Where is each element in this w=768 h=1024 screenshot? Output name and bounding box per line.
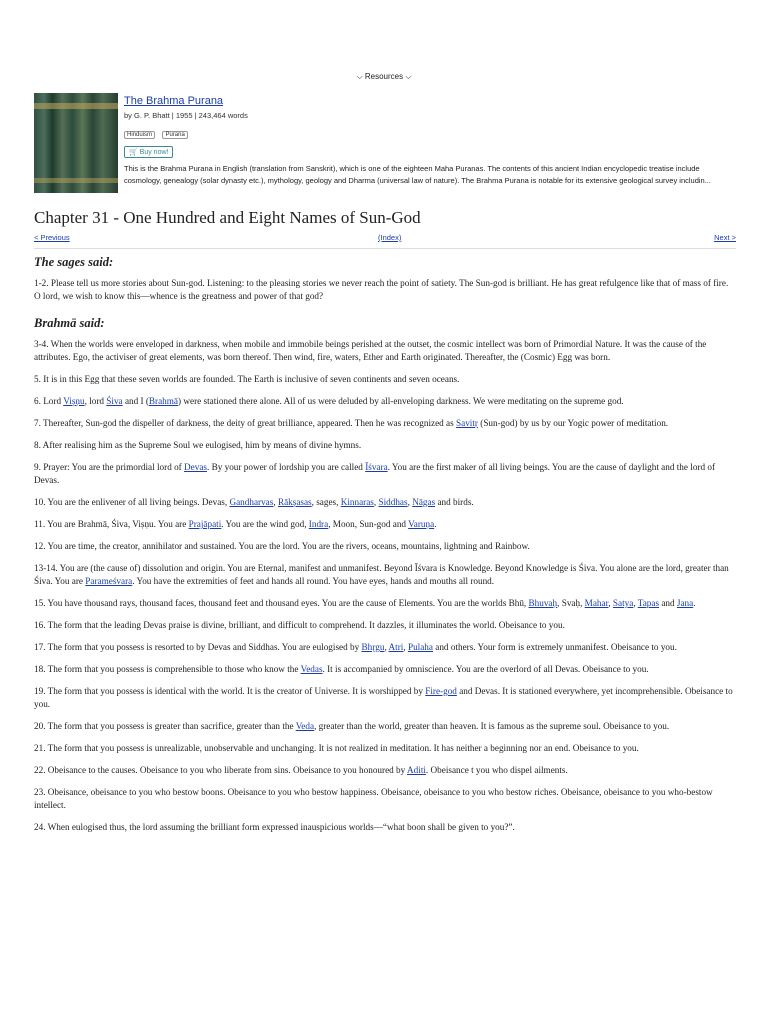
verse-text: 22. Obeisance to the causes. Obeisance to you who liberate from sins. Obeisance to you honoured by	[34, 765, 408, 775]
glossary-link[interactable]: Kinnaras	[340, 497, 374, 507]
verse-text: 15. You have thousand rays, thousand faces, thousand feet and thousand eyes. You are the cause of Elements. You are the worlds Bhū,	[34, 598, 529, 608]
verse-paragraph	[34, 663, 736, 676]
glossary-link[interactable]: Savitṛ	[456, 418, 478, 428]
verse-text: .	[693, 598, 696, 608]
verse-paragraph	[34, 540, 736, 553]
glossary-link[interactable]: Veda	[295, 721, 315, 731]
verse-text: , greater than the world, greater than heaven. It is famous as the supreme soul. Obeisance to you.	[314, 721, 670, 731]
glossary-link[interactable]: Bhṛgu	[361, 642, 385, 652]
verse-paragraph	[34, 518, 736, 531]
verse-text: 8. After realising him as the Supreme Soul we eulogised, him by means of divine hymns.	[34, 440, 362, 450]
verse-paragraph	[34, 641, 736, 654]
glossary-link[interactable]: Nāgas	[412, 497, 436, 507]
glossary-link[interactable]: Mahar	[584, 598, 609, 608]
verse-paragraph	[34, 562, 736, 588]
verse-text: ,	[403, 642, 408, 652]
verse-text: , Moon, Sun-god and	[328, 519, 409, 529]
book-title-link[interactable]: The Brahma Purana	[124, 95, 224, 107]
glossary-link[interactable]: Varuṇa	[408, 519, 435, 529]
verse-text: ,	[608, 598, 613, 608]
verse-text: 19. The form that you possess is identical with the world. It is the creator of Universe. It is worshipped by	[34, 686, 426, 696]
verse-text: 12. You are time, the creator, annihilator and sustained. You are the lord. You are the rivers, oceans, mountains, lightning and Rainbow.	[34, 541, 530, 551]
verse-text: and birds.	[435, 497, 474, 507]
buy-now-label: Buy now!	[139, 149, 169, 156]
verse-text: 16. The form that the leading Devas praise is divine, brilliant, and difficult to comprehend. It dazzles, it illuminates the world. Obeisance to you.	[34, 620, 565, 630]
resources-label: Resources	[364, 72, 404, 81]
tag-purana[interactable]: Purana	[162, 131, 187, 139]
verse-text: . You are the wind god,	[221, 519, 309, 529]
glossary-link[interactable]: Brahmā	[148, 396, 179, 406]
glossary-link[interactable]: Gandharvas	[229, 497, 274, 507]
verse-text: and	[659, 598, 677, 608]
verse-text: ,	[373, 497, 379, 507]
divider	[34, 248, 736, 249]
verse-paragraph	[34, 764, 736, 777]
next-link[interactable]: Next >	[714, 233, 736, 242]
glossary-link[interactable]: Tapas	[637, 598, 660, 608]
verse-paragraph	[34, 619, 736, 632]
verse-paragraph	[34, 597, 736, 610]
verse-text: 6. Lord	[34, 396, 64, 406]
verse-text: .	[434, 519, 437, 529]
verse-text: ,	[384, 642, 389, 652]
verse-paragraph	[34, 720, 736, 733]
glossary-link[interactable]: Īśvara	[365, 462, 388, 472]
cart-icon: 🛒	[129, 149, 138, 156]
verse-text: ) were stationed there alone. All of us were deluded by all-enveloping darkness. We were meditating on the supreme god.	[178, 396, 624, 406]
book-cover-image[interactable]	[34, 93, 118, 193]
verse-text: , Svaḥ,	[557, 598, 585, 608]
verse-text: 13-14. You are (the cause of) dissolution and origin. You are Eternal, manifest and unmanifest. Beyond Īśvara is Knowledge. Beyond Knowledge is Śiva. You alone are the lord, greater than Śiva. You are	[34, 563, 729, 586]
glossary-link[interactable]: Indra	[308, 519, 329, 529]
verse-text: 5. It is in this Egg that these seven worlds are founded. The Earth is inclusive of seven continents and seven oceans.	[34, 374, 460, 384]
glossary-link[interactable]: Rākṣasas	[277, 497, 312, 507]
verse-paragraph	[34, 742, 736, 755]
section-heading: The sages said:	[34, 255, 114, 269]
verse-text: 20. The form that you possess is greater than sacrifice, greater than the	[34, 721, 296, 731]
verse-text: 7. Thereafter, Sun-god the dispeller of darkness, the deity of great brilliance, appeared. Then he was recognized as	[34, 418, 457, 428]
chapter-title: Chapter 31 - One Hundred and Eight Names of Sun-God	[34, 208, 421, 227]
index-link[interactable]: (Index)	[378, 233, 402, 242]
verse-text: 1-2. Please tell us more stories about Sun-god. Listening: to the pleasing stories we never reach the point of satiety. The Sun-god is brilliant. He has great refulgence like that of mass of fire. O lord, we wish to know this—whence is the greatness and power of that god?	[34, 278, 729, 301]
verse-paragraph	[34, 277, 736, 303]
book-meta: by G. P. Bhatt | 1955 | 243,464 words	[124, 111, 248, 120]
tag-hinduism[interactable]: Hinduism	[124, 131, 155, 139]
verse-text: ,	[273, 497, 278, 507]
verse-paragraph	[34, 338, 736, 364]
verse-text: and I (	[122, 396, 149, 406]
verse-text: ,	[407, 497, 413, 507]
glossary-link[interactable]: Parameśvara	[85, 576, 133, 586]
glossary-link[interactable]: Siddhas	[378, 497, 408, 507]
glossary-link[interactable]: Jana	[676, 598, 694, 608]
verse-text: ,	[633, 598, 638, 608]
verse-paragraph	[34, 461, 736, 487]
verse-text: 18. The form that you possess is comprehensible to those who know the	[34, 664, 301, 674]
verse-text: . Obeisance t you who dispel ailments.	[425, 765, 568, 775]
section-heading: Brahmā said:	[34, 316, 105, 330]
glossary-link[interactable]: Satya	[612, 598, 634, 608]
chapter-content	[34, 256, 736, 834]
glossary-link[interactable]: Aditi	[407, 765, 426, 775]
verse-text: , lord	[84, 396, 107, 406]
verse-paragraph	[34, 685, 736, 711]
buy-now-button[interactable]	[124, 146, 173, 158]
verse-paragraph	[34, 395, 736, 408]
verse-paragraph	[34, 439, 736, 452]
verse-text: . You are the first maker of all living beings. You are the cause of daylight and the lord of Devas.	[34, 462, 716, 485]
verse-text: and others. Your form is extremely unmanifest. Obeisance to you.	[432, 642, 677, 652]
glossary-link[interactable]: Śiva	[106, 396, 123, 406]
verse-text: 17. The form that you possess is resorted to by Devas and Siddhas. You are eulogised by	[34, 642, 362, 652]
glossary-link[interactable]: Vedas	[300, 664, 323, 674]
verse-text: , sages,	[311, 497, 341, 507]
verse-text: 10. You are the enlivener of all living beings. Devas,	[34, 497, 230, 507]
verse-text: 9. Prayer: You are the primordial lord of	[34, 462, 185, 472]
verse-paragraph	[34, 496, 736, 509]
glossary-link[interactable]: Atri	[388, 642, 404, 652]
verse-text: 11. You are Brahmā, Śiva, Viṣṇu. You are	[34, 519, 189, 529]
verse-paragraph	[34, 786, 736, 812]
verse-paragraph	[34, 821, 736, 834]
verse-paragraph	[34, 373, 736, 386]
glossary-link[interactable]: Viṣṇu	[63, 396, 85, 406]
glossary-link[interactable]: Prajāpati	[188, 519, 222, 529]
glossary-link[interactable]: Pulaha	[407, 642, 433, 652]
verse-text: . You have the extremities of feet and hands all round. You have eyes, hands and mouths all round.	[132, 576, 495, 586]
verse-text: 21. The form that you possess is unrealizable, unobservable and unchanging. It is not realized in meditation. It has neither a beginning nor an end. Obeisance to you.	[34, 743, 639, 753]
verse-paragraph	[34, 417, 736, 430]
verse-text: (Sun-god) by us by our Yogic power of meditation.	[477, 418, 669, 428]
previous-link[interactable]: < Previous	[34, 233, 70, 242]
verse-text: 24. When eulogised thus, the lord assuming the brilliant form expressed inauspicious worlds—“what boon shall be given to you?”.	[34, 822, 515, 832]
verse-text: 3-4. When the worlds were enveloped in darkness, when mobile and immobile beings perished at the outset, the cosmic intellect was born of Primordial Nature. It was the cause of the attributes. Ego, the activiser of great elements, was born thereof. Then wind, fire, waters, Ether and Earth originated. Thereafter, the (Cosmic) Egg was born.	[34, 339, 707, 362]
verse-text: 23. Obeisance, obeisance to you who bestow boons. Obeisance to you who bestow happiness. Obeisance, obeisance to you who bestow riches. Obeisance, obeisance to you who-bestow intellect.	[34, 787, 713, 810]
verse-text: . By your power of lordship you are called	[207, 462, 366, 472]
book-description: This is the Brahma Purana in English (translation from Sanskrit), which is one of the eighteen Maha Puranas. The contents of this ancient Indian encyclopedic treatise include cosmology, genealogy (solar dynasty etc.), mythology, geology and Dharma (universal law of nature). The Brahma Purana is notable for its extensive geological survey includin...	[124, 164, 711, 185]
glossary-link[interactable]: Devas	[184, 462, 207, 472]
chevron-down-icon: ⌵	[405, 72, 412, 81]
chevron-down-icon: ⌵	[356, 72, 363, 81]
verse-text: . It is accompanied by omniscience. You are the overlord of all Devas. Obeisance to you.	[322, 664, 649, 674]
book-tags	[124, 123, 724, 141]
resources-dropdown[interactable]	[0, 72, 768, 82]
book-info	[124, 93, 724, 187]
glossary-link[interactable]: Bhuvaḥ	[528, 598, 558, 608]
glossary-link[interactable]: Fire-god	[425, 686, 457, 696]
verse-text: and Devas. It is stationed everywhere, yet incomprehensible. Obeisance to you.	[34, 686, 733, 709]
